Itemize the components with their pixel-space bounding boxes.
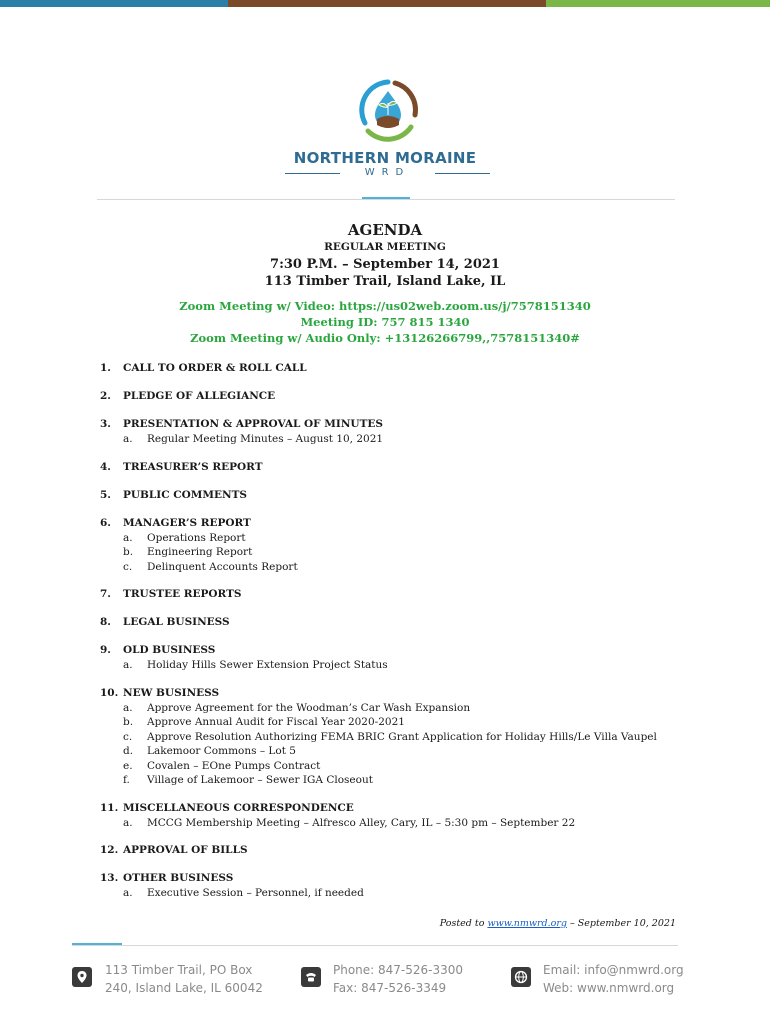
agenda-sub-item bbox=[100, 816, 700, 831]
agenda-item-title: MANAGER’S REPORT bbox=[123, 516, 251, 529]
agenda-item-heading bbox=[100, 516, 700, 531]
agenda-sub-item-letter: f. bbox=[123, 774, 130, 786]
agenda-sub-item-letter: a. bbox=[123, 433, 133, 445]
agenda-sub-item bbox=[100, 701, 700, 716]
agenda-item-title: TRUSTEE REPORTS bbox=[123, 588, 242, 600]
agenda-item bbox=[100, 488, 700, 503]
agenda-sub-item bbox=[100, 432, 700, 447]
agenda-item-number: 1. bbox=[100, 362, 111, 374]
agenda-items bbox=[100, 361, 700, 901]
posted-link[interactable]: www.nmwrd.org bbox=[487, 918, 567, 929]
agenda-item-heading bbox=[100, 460, 700, 475]
agenda-sub-item-text: Engineering Report bbox=[147, 546, 253, 558]
agenda-item-heading bbox=[100, 389, 700, 404]
agenda-sub-item bbox=[100, 531, 700, 546]
agenda-item-heading bbox=[100, 843, 700, 858]
agenda-sub-item-letter: d. bbox=[123, 745, 134, 757]
agenda-item-number: 6. bbox=[100, 516, 111, 529]
agenda-item-number: 11. bbox=[100, 801, 119, 814]
footer-address-line1: 113 Timber Trail, PO Box bbox=[105, 963, 253, 977]
agenda-item bbox=[100, 460, 700, 475]
agenda-sub-item-text: Approve Agreement for the Woodman’s Car Wash Expansion bbox=[147, 701, 471, 714]
agenda-item-heading bbox=[100, 417, 700, 432]
agenda-sub-item-text: Approve Annual Audit for Fiscal Year 2020-2021 bbox=[147, 716, 405, 728]
agenda-sub-item bbox=[100, 658, 700, 673]
agenda-address: 113 Timber Trail, Island Lake, IL bbox=[264, 274, 506, 289]
org-name: NORTHERN MORAINE bbox=[293, 149, 477, 167]
agenda-sub-item bbox=[100, 730, 700, 745]
zoom-meeting-id: Meeting ID: 757 815 1340 bbox=[300, 315, 470, 329]
agenda-time: 7:30 P.M. – September 14, 2021 bbox=[270, 257, 500, 272]
agenda-item-number: 7. bbox=[100, 588, 111, 600]
logo-icon bbox=[353, 75, 423, 145]
agenda-sub-item-text: Lakemoor Commons – Lot 5 bbox=[147, 745, 296, 757]
agenda-sub-item bbox=[100, 886, 700, 901]
agenda-sub-item-text: MCCG Membership Meeting – Alfresco Alley, Cary, IL – 5:30 pm – September 22 bbox=[147, 816, 576, 829]
agenda-item-number: 13. bbox=[100, 872, 119, 884]
agenda-sub-item-text: Regular Meeting Minutes – August 10, 2021 bbox=[147, 433, 384, 445]
agenda-item-title: OTHER BUSINESS bbox=[123, 872, 234, 884]
agenda-sub-item bbox=[100, 715, 700, 730]
agenda-item bbox=[100, 417, 700, 447]
agenda-item-title: PLEDGE OF ALLEGIANCE bbox=[123, 390, 276, 402]
footer-address bbox=[105, 961, 263, 997]
agenda-sub-item-letter: b. bbox=[123, 546, 134, 558]
agenda-item-title: PUBLIC COMMENTS bbox=[123, 488, 247, 501]
header-divider-accent bbox=[362, 197, 410, 199]
agenda-item bbox=[100, 686, 700, 788]
agenda-title: AGENDA bbox=[347, 221, 423, 239]
agenda-item-title: NEW BUSINESS bbox=[123, 686, 220, 699]
agenda-item bbox=[100, 643, 700, 673]
footer-divider bbox=[72, 945, 678, 946]
agenda-item bbox=[100, 389, 700, 404]
agenda-sub-item bbox=[100, 773, 700, 788]
agenda-item bbox=[100, 587, 700, 602]
agenda-sub-item-letter: a. bbox=[123, 531, 133, 544]
footer-address-line2: 240, Island Lake, IL 60042 bbox=[105, 981, 263, 995]
agenda-item-number: 8. bbox=[100, 616, 111, 628]
header-divider bbox=[97, 199, 675, 200]
top-bar-blue bbox=[0, 0, 228, 7]
agenda-item-title: LEGAL BUSINESS bbox=[123, 616, 230, 628]
agenda-item-title: OLD BUSINESS bbox=[123, 644, 216, 656]
posted-prefix: Posted to bbox=[439, 918, 488, 929]
agenda-item-heading bbox=[100, 686, 700, 701]
agenda-sub-item bbox=[100, 744, 700, 759]
agenda-item-heading bbox=[100, 488, 700, 503]
agenda-sub-item bbox=[100, 560, 700, 575]
agenda-item-number: 2. bbox=[100, 390, 111, 402]
map-pin-icon bbox=[72, 967, 92, 987]
phone-icon bbox=[301, 967, 321, 987]
globe-icon bbox=[511, 967, 531, 987]
agenda-sub-item-letter: a. bbox=[123, 887, 133, 899]
agenda-item-number: 3. bbox=[100, 418, 111, 430]
footer-divider-accent bbox=[72, 943, 122, 945]
agenda-item-heading bbox=[100, 871, 700, 886]
agenda-sub-item-text: Delinquent Accounts Report bbox=[147, 560, 298, 573]
agenda-item-heading bbox=[100, 361, 700, 376]
org-sub-line-right bbox=[435, 173, 490, 174]
agenda-sub-item-letter: e. bbox=[123, 759, 133, 772]
footer-fax-line: Fax: 847-526-3349 bbox=[333, 981, 447, 995]
top-color-bar bbox=[0, 0, 770, 7]
zoom-video-link[interactable]: Zoom Meeting w/ Video: https://us02web.zoom.us/j/7578151340 bbox=[179, 299, 591, 313]
agenda-sub-item-letter: a. bbox=[123, 816, 133, 829]
agenda-item-heading bbox=[100, 643, 700, 658]
agenda-sub-item-letter: c. bbox=[123, 730, 133, 743]
top-bar-brown bbox=[228, 0, 546, 7]
agenda-sub-item-text: Operations Report bbox=[147, 531, 246, 544]
agenda-item bbox=[100, 871, 700, 901]
agenda-item-title: APPROVAL OF BILLS bbox=[123, 844, 248, 856]
agenda-subtitle: REGULAR MEETING bbox=[324, 241, 446, 253]
agenda-sub-item-letter: a. bbox=[123, 701, 133, 714]
top-bar-green bbox=[546, 0, 770, 7]
org-sub-text: WRD bbox=[364, 167, 411, 178]
agenda-item-heading bbox=[100, 587, 700, 602]
agenda-item bbox=[100, 801, 700, 831]
agenda-sub-item-letter: c. bbox=[123, 560, 133, 573]
agenda-item-number: 10. bbox=[100, 686, 119, 699]
agenda-sub-item-text: Village of Lakemoor – Sewer IGA Closeout bbox=[147, 774, 373, 786]
agenda-item bbox=[100, 843, 700, 858]
org-sub bbox=[285, 167, 490, 179]
agenda-item-title: CALL TO ORDER & ROLL CALL bbox=[123, 362, 307, 374]
footer-web[interactable]: Web: www.nmwrd.org bbox=[543, 981, 675, 995]
agenda-item-number: 12. bbox=[100, 844, 119, 856]
agenda-sub-item-text: Holiday Hills Sewer Extension Project Status bbox=[147, 659, 388, 671]
agenda-item-title: MISCELLANEOUS CORRESPONDENCE bbox=[123, 801, 354, 814]
agenda-sub-item-letter: b. bbox=[123, 716, 134, 728]
agenda-item bbox=[100, 516, 700, 575]
agenda-item-number: 4. bbox=[100, 460, 111, 473]
footer-phone-line[interactable]: Phone: 847-526-3300 bbox=[333, 963, 464, 977]
agenda-item bbox=[100, 615, 700, 630]
agenda-item-title: TREASURER’S REPORT bbox=[123, 460, 263, 473]
posted-suffix: – September 10, 2021 bbox=[566, 918, 676, 929]
agenda-item-number: 9. bbox=[100, 644, 111, 656]
agenda-item-number: 5. bbox=[100, 488, 111, 501]
agenda-sub-item bbox=[100, 545, 700, 560]
agenda-item-title: PRESENTATION & APPROVAL OF MINUTES bbox=[123, 418, 383, 430]
agenda-sub-item-text: Covalen – EOne Pumps Contract bbox=[147, 759, 321, 772]
agenda-sub-item-text: Approve Resolution Authorizing FEMA BRIC Grant Application for Holiday Hills/Le Villa Vaupel bbox=[147, 730, 657, 743]
zoom-audio: Zoom Meeting w/ Audio Only: +13126266799,,7578151340# bbox=[190, 331, 580, 345]
footer-contact bbox=[543, 961, 684, 997]
agenda-sub-item-letter: a. bbox=[123, 659, 133, 671]
agenda-item-heading bbox=[100, 615, 700, 630]
posted-note bbox=[440, 918, 676, 929]
agenda-sub-item bbox=[100, 759, 700, 774]
agenda-item-heading bbox=[100, 801, 700, 816]
footer-phone bbox=[333, 961, 463, 997]
footer-email[interactable]: Email: info@nmwrd.org bbox=[543, 963, 684, 977]
agenda-item bbox=[100, 361, 700, 376]
agenda-sub-item-text: Executive Session – Personnel, if needed bbox=[147, 887, 364, 899]
